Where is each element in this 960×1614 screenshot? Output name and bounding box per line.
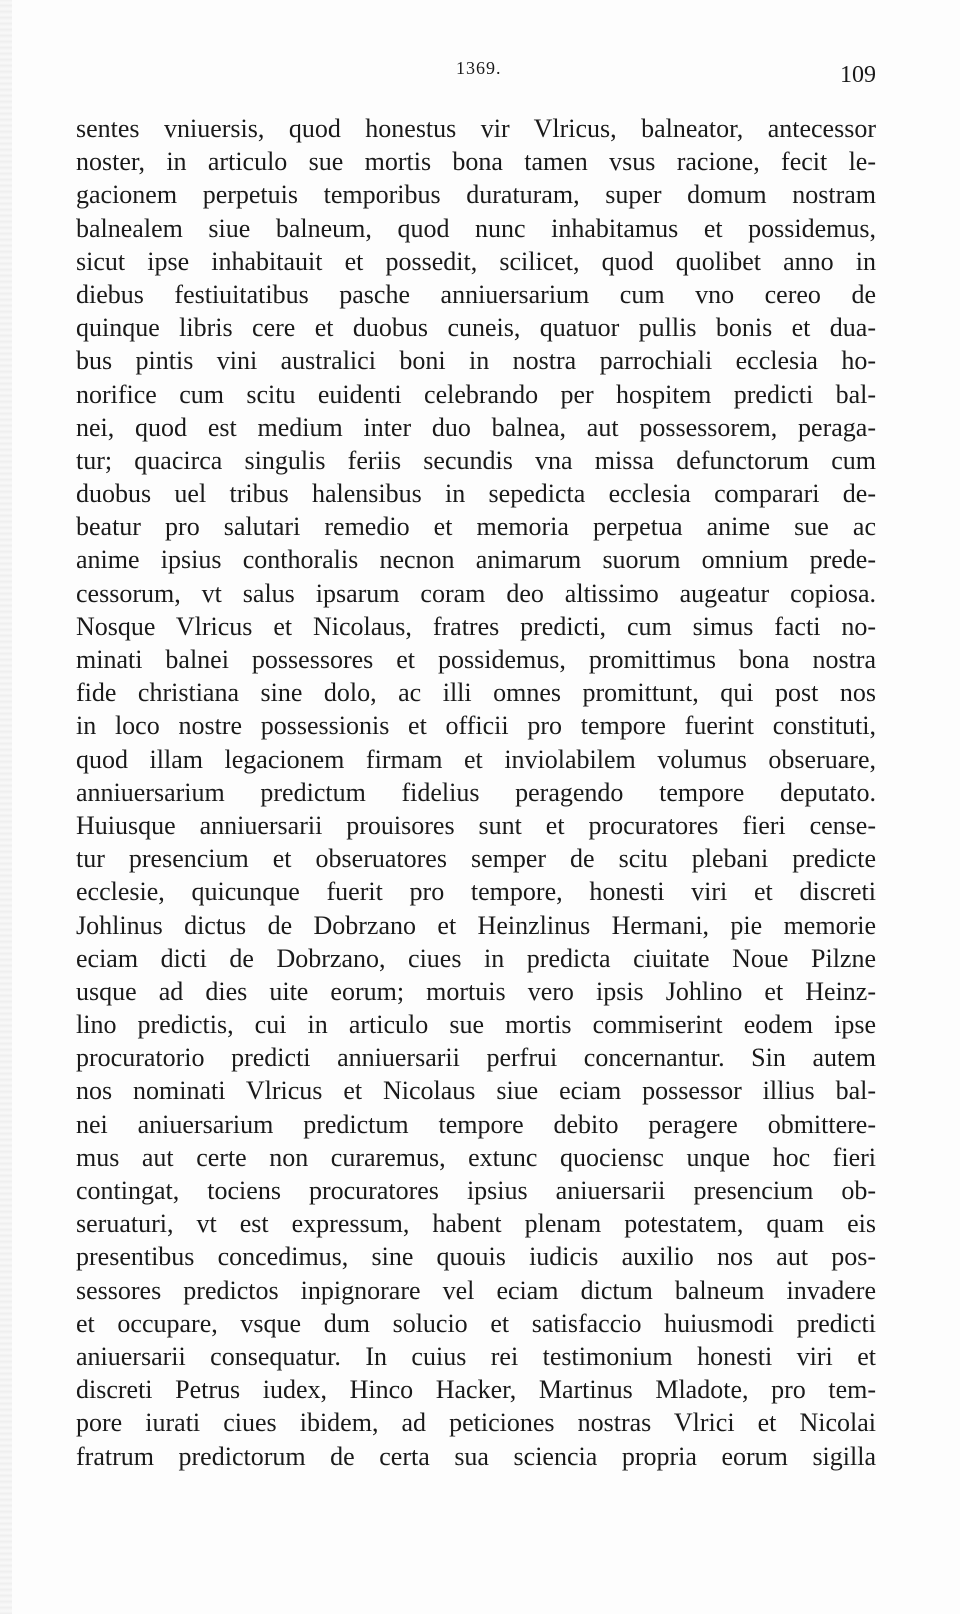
- text-line: presentibus concedimus, sine quouis iudicis auxilio nos aut pos-: [76, 1242, 876, 1272]
- text-line: lino predictis, cui in articulo sue mortis commiserint eodem ipse: [76, 1010, 876, 1040]
- text-line: gacionem perpetuis temporibus duraturam, super domum nostram: [76, 180, 876, 210]
- text-line: in loco nostre possessionis et officii pro tempore fuerint constituti,: [76, 711, 876, 741]
- text-line: beatur pro salutari remedio et memoria perpetua anime sue ac: [76, 512, 876, 542]
- text-line: tur; quacirca singulis feriis secundis vna missa defunctorum cum: [76, 445, 876, 475]
- text-line: norifice cum scitu euidenti celebrando per hospitem predicti bal-: [76, 379, 876, 409]
- text-line: cessorum, vt salus ipsarum coram deo altissimo augeatur copiosa.: [76, 578, 876, 608]
- text-line: anime ipsius conthoralis necnon animarum suorum omnium prede-: [76, 545, 876, 575]
- text-line: noster, in articulo sue mortis bona tamen vsus racione, fecit le-: [76, 147, 876, 177]
- text-line: contingat, tociens procuratores ipsius aniuersarii presencium ob-: [76, 1176, 876, 1205]
- body-text: [76, 112, 876, 1473]
- text-line: sentes vniuersis, quod honestus vir Vlricus, balneator, antecessor: [76, 114, 876, 143]
- text-line: pore iurati ciues ibidem, ad peticiones nostras Vlrici et Nicolai: [76, 1408, 876, 1438]
- text-line: et occupare, vsque dum solucio et satisfaccio huiusmodi predicti: [76, 1308, 876, 1338]
- page-number: 109: [840, 62, 876, 88]
- text-line: fide christiana sine dolo, ac illi omnes promittunt, qui post nos: [76, 678, 876, 708]
- running-header: [76, 52, 876, 92]
- text-line: eciam dicti de Dobrzano, ciues in predicta ciuitate Noue Pilzne: [76, 943, 876, 973]
- text-line: nos nominati Vlricus et Nicolaus siue eciam possessor illius bal-: [76, 1076, 876, 1106]
- text-line: seruaturi, vt est expressum, habent plenam potestatem, quam eis: [76, 1209, 876, 1239]
- page-edge-shadow: [0, 0, 12, 1614]
- text-line: minati balnei possessores et possidemus, promittimus bona nostra: [76, 645, 876, 674]
- text-line: tur presencium et obseruatores semper de scitu plebani predicte: [76, 844, 876, 874]
- text-line: Nosque Vlricus et Nicolaus, fratres predicti, cum simus facti no-: [76, 611, 876, 641]
- text-line: Johlinus dictus de Dobrzano et Heinzlinus Hermani, pie memorie: [76, 910, 876, 940]
- text-line: bus pintis vini australici boni in nostra parrochiali ecclesia ho-: [76, 346, 876, 376]
- text-line: ecclesie, quicunque fuerit pro tempore, honesti viri et discreti: [76, 877, 876, 907]
- text-line: fratrum predictorum de certa sua sciencia propria eorum sigilla: [76, 1441, 876, 1471]
- text-line: duobus uel tribus halensibus in sepedicta ecclesia comparari de-: [76, 479, 876, 509]
- text-line: mus aut certe non curaremus, extunc quociensc unque hoc fieri: [76, 1142, 876, 1172]
- text-line: diebus festiuitatibus pasche anniuersarium cum vno cereo de: [76, 279, 876, 309]
- text-line: anniuersarium predictum fidelius peragendo tempore deputato.: [76, 777, 876, 807]
- text-line: nei aniuersarium predictum tempore debito peragere obmittere-: [76, 1109, 876, 1139]
- text-line: aniuersarii consequatur. In cuius rei testimonium honesti viri et: [76, 1341, 876, 1371]
- text-line: sicut ipse inhabitauit et possedit, scilicet, quod quolibet anno in: [76, 246, 876, 276]
- header-year: 1369.: [456, 58, 502, 78]
- text-line: quod illam legacionem firmam et inviolabilem volumus obseruare,: [76, 744, 876, 774]
- text-line: balnealem siue balneum, quod nunc inhabitamus et possidemus,: [76, 213, 876, 243]
- text-line: sessores predictos inpignorare vel eciam dictum balneum invadere: [76, 1275, 876, 1305]
- text-line: Huiusque anniuersarii prouisores sunt et procuratores fieri cense-: [76, 810, 876, 840]
- text-line: quinque libris cere et duobus cuneis, quatuor pullis bonis et dua-: [76, 313, 876, 343]
- text-line: usque ad dies uite eorum; mortuis vero ipsis Johlino et Heinz-: [76, 976, 876, 1006]
- text-line: discreti Petrus iudex, Hinco Hacker, Martinus Mladote, pro tem-: [76, 1375, 876, 1405]
- text-line: nei, quod est medium inter duo balnea, aut possessorem, peraga-: [76, 412, 876, 442]
- text-line: procuratorio predicti anniuersarii perfrui concernantur. Sin autem: [76, 1043, 876, 1073]
